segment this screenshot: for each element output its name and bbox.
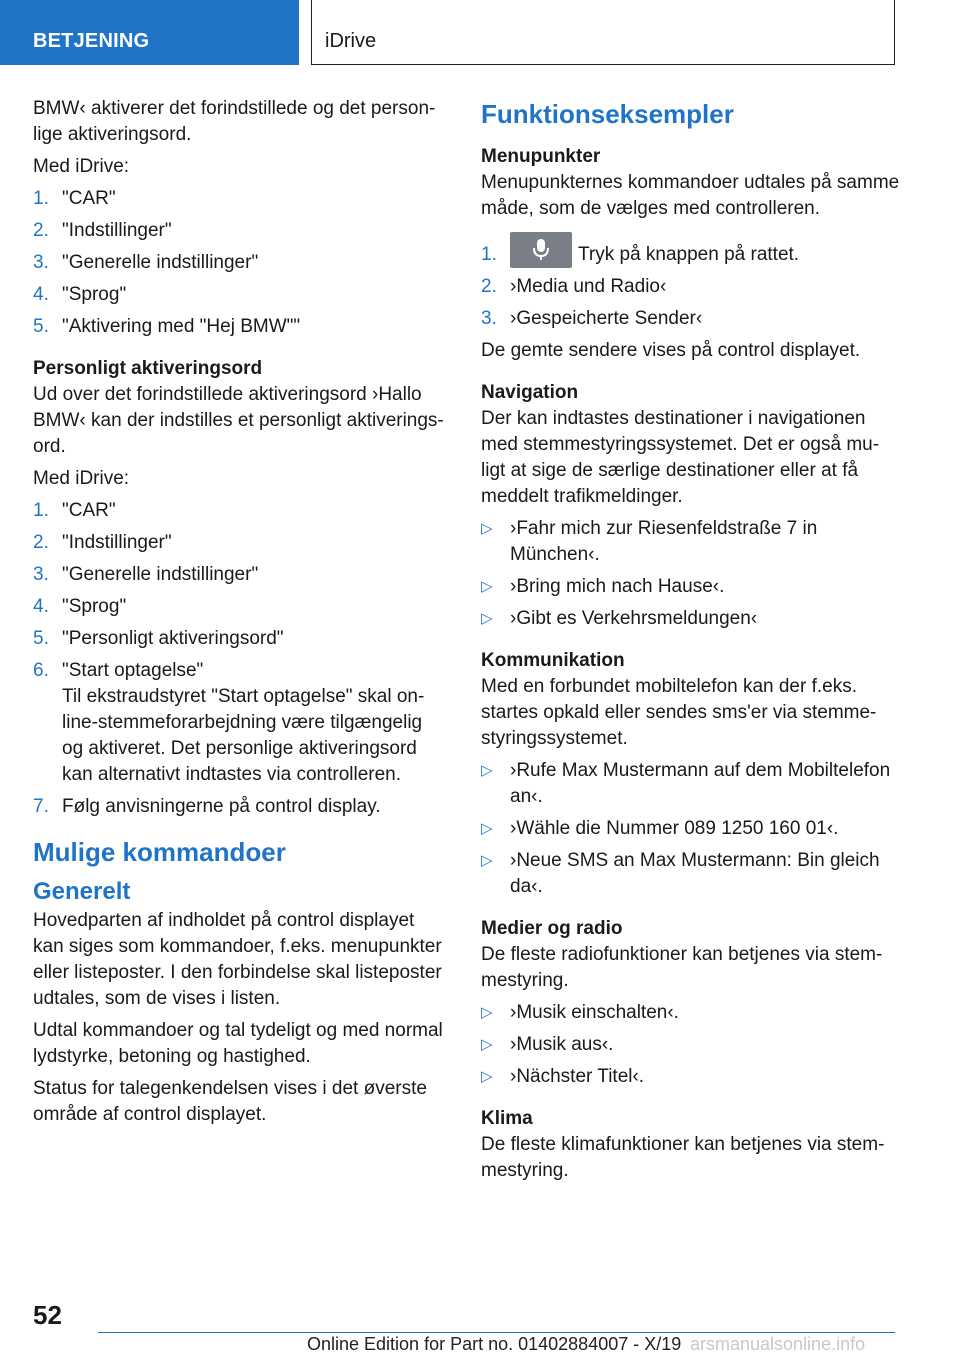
step-text: "Sprog" bbox=[62, 596, 127, 617]
menu-text: Menupunkternes kommandoer udtales på samme måde, som de vælges med controlleren. bbox=[481, 172, 900, 219]
step-number: 2. bbox=[481, 276, 497, 298]
left-column bbox=[33, 96, 448, 1134]
example-command: ›Musik aus‹. bbox=[510, 1034, 614, 1056]
bullet-triangle-icon: ▷ bbox=[481, 1036, 493, 1054]
list-item bbox=[481, 1064, 901, 1090]
example-command: ›Fahr mich zur Riesenfeldstraße 7 in München‹. bbox=[510, 518, 818, 566]
footer-divider bbox=[98, 1332, 895, 1333]
bullet-triangle-icon: ▷ bbox=[481, 1068, 493, 1086]
bullet-triangle-icon: ▷ bbox=[481, 610, 493, 628]
list-item bbox=[481, 848, 901, 900]
step-text: "Personligt aktiveringsord" bbox=[62, 628, 284, 649]
activation-steps-list bbox=[33, 186, 448, 340]
navigation-heading: Navigation bbox=[481, 382, 579, 404]
climate-text: De fleste klimafunktioner kan betjenes via stem-mestyring. bbox=[481, 1134, 885, 1182]
step-text: "Generelle indstillinger" bbox=[62, 252, 259, 273]
with-idrive-label: Med iDrive: bbox=[33, 468, 130, 489]
step-number: 3. bbox=[481, 308, 497, 330]
menu-steps-list bbox=[481, 242, 901, 332]
media-examples-list bbox=[481, 1000, 901, 1090]
example-command: ›Musik einschalten‹. bbox=[510, 1002, 679, 1024]
list-item bbox=[481, 242, 901, 268]
bullet-triangle-icon: ▷ bbox=[481, 578, 493, 596]
list-item bbox=[33, 626, 448, 652]
personal-steps-list bbox=[33, 498, 448, 820]
media-text: De fleste radiofunktioner kan betjenes via stem-mestyring. bbox=[481, 944, 883, 992]
list-item bbox=[33, 314, 448, 340]
general-paragraph: Status for talegenkendelsen vises i det øverste område af control displayet. bbox=[33, 1078, 427, 1125]
step-number: 2. bbox=[33, 220, 49, 241]
step-text: "Aktivering med "Hej BMW"" bbox=[62, 316, 301, 337]
list-item bbox=[33, 794, 448, 820]
step-text: Tryk på knappen på rattet. bbox=[578, 244, 800, 266]
step-text: ›Media und Radio‹ bbox=[510, 276, 667, 298]
step-text: "CAR" bbox=[62, 188, 116, 209]
intro-text: BMW‹ aktiverer det forindstillede og det person-lige aktiveringsord. bbox=[33, 98, 436, 145]
media-heading: Medier og radio bbox=[481, 918, 623, 940]
communication-text: Med en forbundet mobiltelefon kan der f.eks. startes opkald eller sendes sms'er via stemme-styringssystemet. bbox=[481, 676, 877, 750]
step-text: "Sprog" bbox=[62, 284, 127, 305]
list-item bbox=[481, 816, 901, 842]
list-item bbox=[481, 574, 901, 600]
list-item bbox=[33, 658, 448, 788]
list-item bbox=[481, 274, 901, 300]
bullet-triangle-icon: ▷ bbox=[481, 762, 493, 780]
step-text: "Indstillinger" bbox=[62, 532, 172, 553]
step-note: Til ekstraudstyret "Start optagelse" skal on-line-stemmeforarbejdning være tilgængelig og aktiveret. Det personlige aktiveringsord kan alternativt indtastes via controlleren. bbox=[62, 686, 425, 785]
list-item bbox=[481, 516, 901, 568]
step-number: 4. bbox=[33, 596, 49, 617]
step-text: "CAR" bbox=[62, 500, 116, 521]
step-text: ›Gespeicherte Sender‹ bbox=[510, 308, 703, 330]
step-number: 1. bbox=[481, 244, 497, 265]
list-item bbox=[33, 250, 448, 276]
general-paragraph: Hovedparten af indholdet på control displayet kan siges som kommandoer, f.eks. menupunkter eller listeposter. I den forbindelse skal listeposter udtales, som de vises i listen. bbox=[33, 910, 442, 1009]
step-number: 3. bbox=[33, 252, 49, 273]
example-command: ›Wähle die Nummer 089 1250 160 01‹. bbox=[510, 818, 839, 840]
with-idrive-label: Med iDrive: bbox=[33, 156, 130, 177]
step-text: Følg anvisningerne på control display. bbox=[62, 796, 381, 817]
microphone-icon bbox=[510, 232, 572, 268]
list-item bbox=[481, 606, 901, 632]
page-number: 52 bbox=[33, 1300, 62, 1330]
list-item bbox=[481, 1000, 901, 1026]
communication-heading: Kommunikation bbox=[481, 650, 625, 672]
edition-text: Online Edition for Part no. 01402884007 - X/19 bbox=[307, 1334, 682, 1354]
step-number: 1. bbox=[33, 188, 49, 209]
general-heading: Generelt bbox=[33, 878, 131, 905]
step-number: 4. bbox=[33, 284, 49, 305]
bullet-triangle-icon: ▷ bbox=[481, 1004, 493, 1022]
example-command: ›Neue SMS an Max Mustermann: Bin gleich da‹. bbox=[510, 850, 880, 898]
step-number: 3. bbox=[33, 564, 49, 585]
step-number: 2. bbox=[33, 532, 49, 553]
menu-result: De gemte sendere vises på control displayet. bbox=[481, 340, 861, 362]
example-command: ›Bring mich nach Hause‹. bbox=[510, 576, 725, 598]
general-paragraph: Udtal kommandoer og tal tydeligt og med normal lydstyrke, betoning og hastighed. bbox=[33, 1020, 443, 1067]
right-column bbox=[481, 96, 901, 1190]
step-number: 5. bbox=[33, 316, 49, 337]
step-number: 7. bbox=[33, 796, 49, 817]
navigation-text: Der kan indtastes destinationer i navigationen med stemmestyringssystemet. Det er også mu-ligt at sige de særlige destinationer eller at få meddelt trafikmeldinger. bbox=[481, 408, 880, 508]
step-text: "Indstillinger" bbox=[62, 220, 172, 241]
example-command: ›Rufe Max Mustermann auf dem Mobiltelefon an‹. bbox=[510, 760, 891, 808]
list-item bbox=[33, 282, 448, 308]
list-item bbox=[481, 758, 901, 810]
topic-tab: iDrive bbox=[311, 0, 895, 65]
list-item bbox=[33, 530, 448, 556]
personal-heading: Personligt aktiveringsord bbox=[33, 358, 263, 379]
step-number: 1. bbox=[33, 500, 49, 521]
list-item bbox=[33, 562, 448, 588]
section-tab: BETJENING bbox=[0, 0, 299, 65]
list-item bbox=[33, 594, 448, 620]
bullet-triangle-icon: ▷ bbox=[481, 520, 493, 538]
personal-text: Ud over det forindstillede aktiveringsord ›Hallo BMW‹ kan der indstilles et personligt aktiverings-ord. bbox=[33, 384, 444, 457]
navigation-examples-list bbox=[481, 516, 901, 632]
commands-heading: Mulige kommandoer bbox=[33, 837, 286, 867]
example-command: ›Gibt es Verkehrsmeldungen‹ bbox=[510, 608, 758, 630]
watermark: arsmanualsonline.info bbox=[690, 1334, 866, 1354]
example-command: ›Nächster Titel‹. bbox=[510, 1066, 645, 1088]
climate-heading: Klima bbox=[481, 1108, 533, 1130]
step-number: 6. bbox=[33, 660, 49, 681]
step-text: "Generelle indstillinger" bbox=[62, 564, 259, 585]
communication-examples-list bbox=[481, 758, 901, 900]
step-text: "Start optagelse" bbox=[62, 660, 204, 681]
bullet-triangle-icon: ▷ bbox=[481, 852, 493, 870]
list-item bbox=[33, 218, 448, 244]
list-item bbox=[481, 1032, 901, 1058]
list-item bbox=[33, 186, 448, 212]
step-number: 5. bbox=[33, 628, 49, 649]
menu-heading: Menupunkter bbox=[481, 146, 601, 167]
list-item bbox=[481, 306, 901, 332]
list-item bbox=[33, 498, 448, 524]
bullet-triangle-icon: ▷ bbox=[481, 820, 493, 838]
examples-heading: Funktionseksempler bbox=[481, 99, 734, 129]
